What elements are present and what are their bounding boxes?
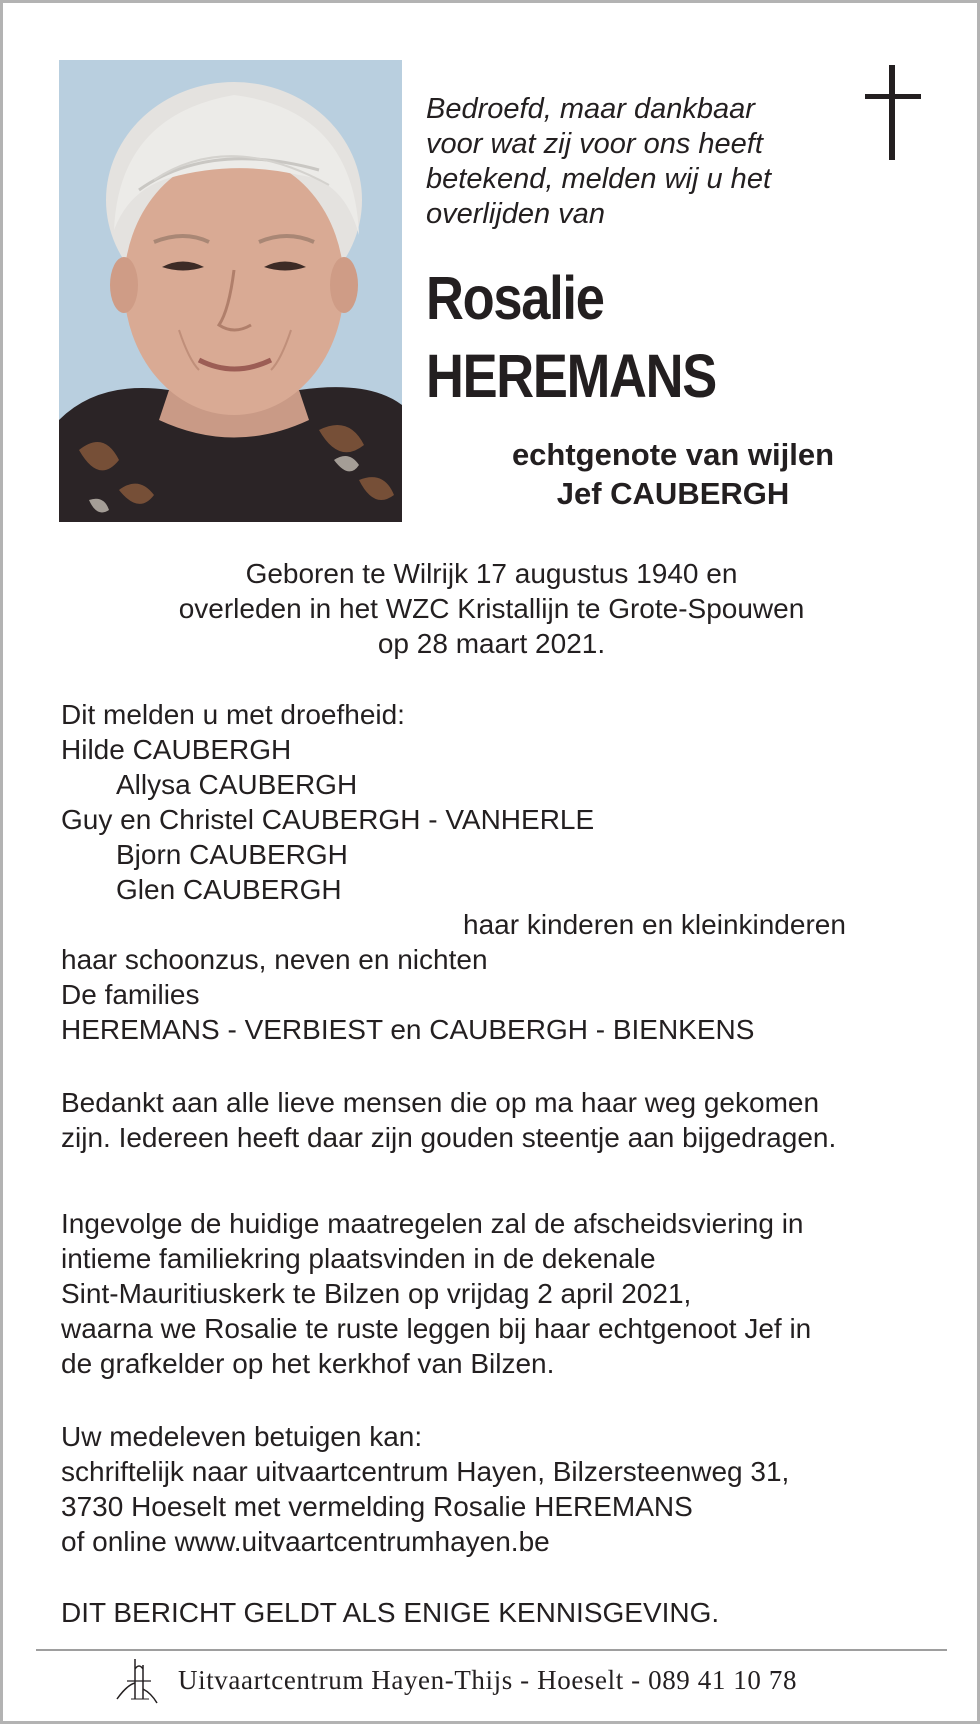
intro-line: overlijden van (426, 198, 605, 230)
spouse-info (443, 435, 903, 513)
mourner-line: Hilde CAUBERGH (61, 734, 292, 765)
intro-line: Bedroefd, maar dankbaar (426, 93, 755, 125)
mourners-intro: Dit melden u met droefheid: (61, 699, 405, 730)
footer-divider (36, 1649, 947, 1651)
ceremony-line: Ingevolge de huidige maatregelen zal de afscheidsviering in (61, 1208, 804, 1239)
ceremony-line: de grafkelder op het kerkhof van Bilzen. (61, 1348, 555, 1379)
mourners-list (61, 697, 941, 1047)
birth-death-line: overleden in het WZC Kristallijn te Grote-Spouwen (178, 593, 805, 624)
footer-contact: Uitvaartcentrum Hayen-Thijs - Hoeselt - 089 41 10 78 (178, 1665, 798, 1695)
ceremony-paragraph (61, 1206, 941, 1381)
intro-text (426, 92, 846, 232)
portrait-illustration (59, 60, 402, 522)
intro-line: voor wat zij voor ons heeft (426, 128, 763, 160)
deceased-last-name: HEREMANS (426, 342, 716, 410)
thanks-paragraph (61, 1085, 941, 1155)
thanks-line: zijn. Iedereen heeft daar zijn gouden steentje aan bijgedragen. (61, 1122, 837, 1153)
condolences-line: 3730 Hoeselt met vermelding Rosalie HEREMANS (61, 1491, 693, 1522)
ceremony-line: waarna we Rosalie te ruste leggen bij haar echtgenoot Jef in (61, 1313, 812, 1344)
intro-line: betekend, melden wij u het (426, 163, 771, 195)
condolences-paragraph (61, 1419, 941, 1559)
birth-death-line: op 28 maart 2021. (377, 628, 606, 659)
deceased-first-name: Rosalie (426, 264, 604, 332)
mourner-line: HEREMANS - VERBIEST en CAUBERGH - BIENKENS (61, 1014, 755, 1045)
notice-text: DIT BERICHT GELDT ALS ENIGE KENNISGEVING. (61, 1597, 720, 1628)
mourner-line: De families (61, 979, 200, 1010)
funeral-home-logo-icon (113, 1655, 163, 1705)
cross-icon (865, 65, 921, 160)
ceremony-line: intieme familiekring plaatsvinden in de dekenale (61, 1243, 656, 1274)
portrait-photo (59, 60, 402, 522)
condolences-line: schriftelijk naar uitvaartcentrum Hayen, Bilzersteenweg 31, (61, 1456, 790, 1487)
condolences-line: of online www.uitvaartcentrumhayen.be (61, 1526, 550, 1557)
mourner-line: Bjorn CAUBERGH (116, 839, 348, 870)
spouse-name: Jef CAUBERGH (556, 476, 790, 511)
mourner-line: Glen CAUBERGH (116, 874, 342, 905)
birth-death-line: Geboren te Wilrijk 17 augustus 1940 en (245, 558, 738, 589)
thanks-line: Bedankt aan alle lieve mensen die op ma haar weg gekomen (61, 1087, 820, 1118)
mourner-line: Allysa CAUBERGH (116, 769, 358, 800)
birth-death-info (59, 556, 924, 661)
mourner-line: haar kinderen en kleinkinderen (463, 909, 846, 940)
condolences-line: Uw medeleven betuigen kan: (61, 1421, 423, 1452)
spouse-relation: echtgenote van wijlen (511, 437, 835, 472)
ceremony-line: Sint-Mauritiuskerk te Bilzen op vrijdag 2 april 2021, (61, 1278, 692, 1309)
deceased-name (426, 259, 926, 415)
mourner-line: haar schoonzus, neven en nichten (61, 944, 488, 975)
mourner-line: Guy en Christel CAUBERGH - VANHERLE (61, 804, 595, 835)
